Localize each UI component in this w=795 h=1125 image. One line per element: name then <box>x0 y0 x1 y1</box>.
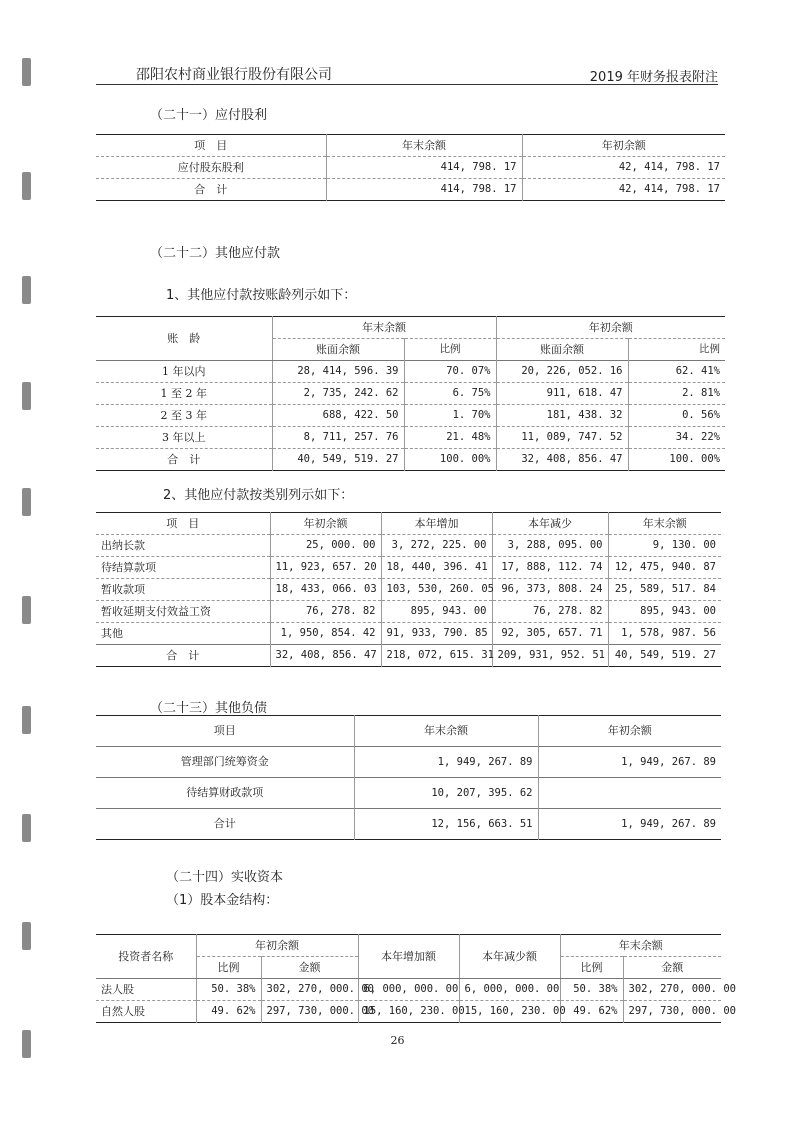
header-ratio: 比例 <box>196 957 261 979</box>
table-row: 待结算款项 11, 923, 657. 20 18, 440, 396. 41 17, 888, 112. 74 12, 475, 940. 87 <box>96 557 721 579</box>
header-end-balance: 年末余额 <box>326 135 522 157</box>
header-increase: 本年增加额 <box>358 935 459 979</box>
header-decrease: 本年减少额 <box>459 935 560 979</box>
section-24-title: （二十四）实收资本 <box>166 870 284 885</box>
table-row: 2 至 3 年 688, 422. 50 1. 70% 181, 438. 32 0. 56% <box>96 405 725 427</box>
header-ratio: 比例 <box>699 343 720 355</box>
other-liabilities-table <box>96 715 721 840</box>
table-row: 出纳长款 25, 000. 00 3, 272, 225. 00 3, 288, 095. 00 9, 130. 00 <box>96 535 721 557</box>
section-24-sub1: （1）股本金结构： <box>166 893 279 908</box>
other-payables-by-age-table <box>96 316 725 471</box>
binder-mark <box>22 814 31 842</box>
binder-mark <box>22 382 31 410</box>
table-row: 合 计 414, 798. 17 42, 414, 798. 17 <box>96 179 725 201</box>
table-row: 自然人股 49. 62% 297, 730, 000. 00 15, 160, 230. 00 15, 160, 230. 00 49. 62% 297, 730, 000. 00 <box>96 1001 721 1023</box>
section-22-title: （二十二）其他应付款 <box>150 246 281 261</box>
header-ratio: 比例 <box>404 339 496 361</box>
header-end-balance: 年末余额 <box>272 317 496 339</box>
share-capital-structure-table <box>96 934 736 1023</box>
binder-mark <box>22 488 31 516</box>
table-row: 1 至 2 年 2, 735, 242. 62 6. 75% 911, 618. 47 2. 81% <box>96 383 725 405</box>
table-row: 应付股东股利 414, 798. 17 42, 414, 798. 17 <box>96 157 725 179</box>
table-row: 合 计 40, 549, 519. 27 100. 00% 32, 408, 856. 47 100. 00% <box>96 449 725 471</box>
header-decrease: 本年减少 <box>492 513 608 535</box>
header-amount: 金额 <box>661 961 684 974</box>
table-row: 其他 1, 950, 854. 42 91, 933, 790. 85 92, 305, 657. 71 1, 578, 987. 56 <box>96 623 721 645</box>
section-22-sub2: 2、其他应付款按类别列示如下： <box>163 488 354 503</box>
header-end-balance: 年末余额 <box>560 935 721 957</box>
binder-mark <box>22 596 31 624</box>
header-ratio: 比例 <box>560 957 623 979</box>
report-title: 2019 年财务报表附注 <box>589 70 718 85</box>
table-row: 待结算财政款项 10, 207, 395. 62 <box>96 778 721 809</box>
header-end-balance: 年末余额 <box>642 517 687 530</box>
header-begin-balance: 年初余额 <box>601 139 646 152</box>
binder-mark <box>22 172 31 200</box>
table-row: 合计 12, 156, 663. 51 1, 949, 267. 89 <box>96 809 721 840</box>
header-item: 项 目 <box>96 513 270 535</box>
binder-mark <box>22 922 31 950</box>
page-number: 26 <box>390 1034 405 1047</box>
table-row: 管理部门统筹资金 1, 949, 267. 89 1, 949, 267. 89 <box>96 747 721 778</box>
binder-mark <box>22 706 31 734</box>
header-begin-balance: 年初余额 <box>496 317 725 339</box>
dividends-payable-table <box>96 134 725 201</box>
section-23-title: （二十三）其他负债 <box>150 701 268 716</box>
header-book-balance: 账面余额 <box>272 339 404 361</box>
header-amount: 金额 <box>261 957 358 979</box>
table-row: 3 年以上 8, 711, 257. 76 21. 48% 11, 089, 747. 52 34. 22% <box>96 427 725 449</box>
header-end-balance: 年末余额 <box>354 716 538 747</box>
table-row: 合 计 32, 408, 856. 47 218, 072, 615. 31 209, 931, 952. 51 40, 549, 519. 27 <box>96 645 721 667</box>
header-investor: 投资者名称 <box>96 935 196 979</box>
header-begin-balance: 年初余额 <box>270 513 381 535</box>
header-increase: 本年增加 <box>381 513 492 535</box>
company-name: 邵阳农村商业银行股份有限公司 <box>136 67 332 83</box>
header-age: 账 龄 <box>96 317 272 361</box>
header-item: 项 目 <box>96 135 326 157</box>
table-row: 暂收延期支付效益工资 76, 278. 82 895, 943. 00 76, 278. 82 895, 943. 00 <box>96 601 721 623</box>
binder-mark <box>22 276 31 304</box>
header-begin-balance: 年初余额 <box>196 935 358 957</box>
other-payables-by-category-table <box>96 512 721 667</box>
section-22-sub1: 1、其他应付款按账龄列示如下： <box>166 288 357 303</box>
table-row: 1 年以内 28, 414, 596. 39 70. 07% 20, 226, 052. 16 62. 41% <box>96 361 725 383</box>
page-header <box>96 62 718 85</box>
header-item: 项目 <box>96 716 354 747</box>
section-21-title: （二十一）应付股利 <box>150 108 268 123</box>
header-begin-balance: 年初余额 <box>607 724 652 737</box>
table-row: 法人股 50. 38% 302, 270, 000. 00 6, 000, 000. 00 6, 000, 000. 00 50. 38% 302, 270, 000. 00 <box>96 979 721 1001</box>
binder-mark <box>22 58 31 86</box>
header-book-balance: 账面余额 <box>496 339 628 361</box>
table-row: 暂收款项 18, 433, 066. 03 103, 530, 260. 05 96, 373, 808. 24 25, 589, 517. 84 <box>96 579 721 601</box>
